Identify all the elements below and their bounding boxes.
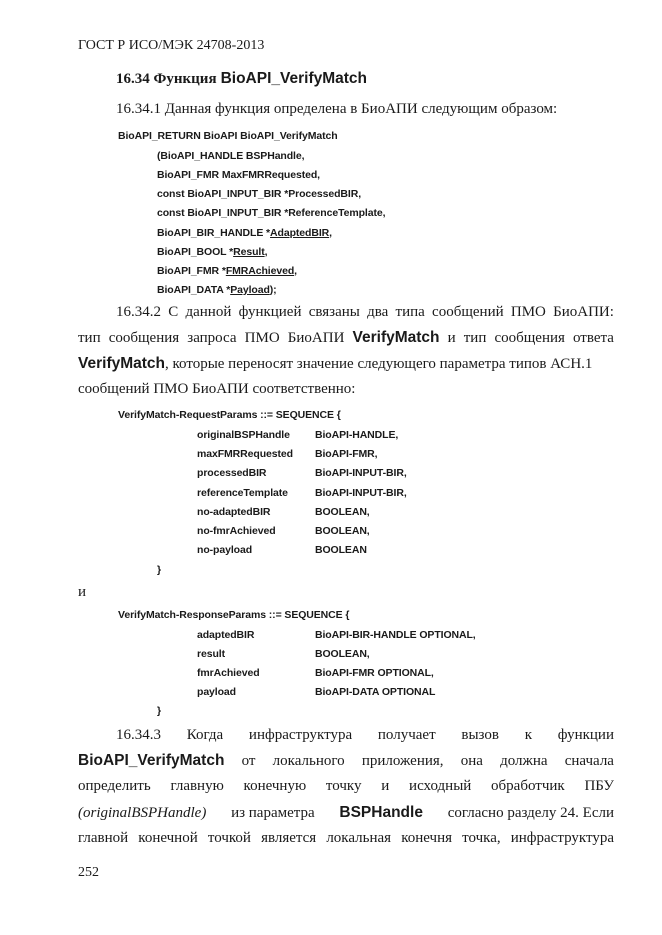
signature-line: BioAPI_BIR_HANDLE *AdaptedBIR, [157, 227, 332, 239]
field-name: no-fmrAchieved [197, 525, 276, 537]
page-number: 252 [78, 865, 99, 880]
paragraph-16-34-3-line3: определить главную конечную точку и исходный обработчик ПБУ [78, 778, 614, 794]
section-number-title: 16.34 Функция [116, 71, 217, 87]
field-name: maxFMRRequested [197, 448, 293, 460]
signature-line: BioAPI_FMR MaxFMRRequested, [157, 169, 320, 181]
signature-line: BioAPI_FMR *FMRAchieved, [157, 265, 297, 277]
field-name: processedBIR [197, 467, 267, 479]
field-name: referenceTemplate [197, 487, 288, 499]
signature-line: BioAPI_RETURN BioAPI BioAPI_VerifyMatch [118, 130, 338, 142]
field-type: BioAPI-INPUT-BIR, [315, 467, 407, 479]
field-name: no-payload [197, 544, 253, 556]
signature-line: BioAPI_DATA *Payload); [157, 284, 277, 296]
field-name: originalBSPHandle [197, 429, 290, 441]
field-name: no-adaptedBIR [197, 506, 271, 518]
signature-line: (BioAPI_HANDLE BSPHandle, [157, 150, 305, 162]
paragraph-16-34-1: 16.34.1 Данная функция определена в БиоАПИ следующим образом: [116, 101, 558, 117]
field-type: BOOLEAN, [315, 525, 370, 537]
paragraph-16-34-3-line1: 16.34.3 Когда инфраструктура получает вызов к функции [116, 727, 614, 743]
field-type: BioAPI-INPUT-BIR, [315, 487, 407, 499]
sequence-head: VerifyMatch-RequestParams ::= SEQUENCE { [118, 409, 341, 421]
field-type: BioAPI-FMR, [315, 448, 378, 460]
sequence-head: VerifyMatch-ResponseParams ::= SEQUENCE { [118, 609, 350, 621]
signature-line: BioAPI_BOOL *Result, [157, 246, 268, 258]
field-name: adaptedBIR [197, 629, 255, 641]
signature-line: const BioAPI_INPUT_BIR *ProcessedBIR, [157, 188, 362, 200]
field-type: BOOLEAN, [315, 648, 370, 660]
paragraph-16-34-2-line3: VerifyMatch, которые переносят значение следующего параметра типов АСН.1 [78, 355, 593, 372]
field-type: BioAPI-DATA OPTIONAL [315, 686, 436, 698]
running-header: ГОСТ Р ИСО/МЭК 24708-2013 [78, 38, 265, 53]
field-name: fmrAchieved [197, 667, 260, 679]
paragraph-16-34-3-line2: BioAPI_VerifyMatch от локального приложения, она должна сначала [78, 752, 614, 769]
field-name: payload [197, 686, 236, 698]
conjunction: и [78, 584, 87, 600]
field-type: BOOLEAN [315, 544, 367, 556]
paragraph-16-34-2-line2: тип сообщения запроса ПМО БиоАПИ VerifyMatch и тип сообщения ответа [78, 329, 614, 346]
paragraph-16-34-2-line1: 16.34.2 С данной функцией связаны два типа сообщений ПМО БиоАПИ: [116, 304, 614, 320]
field-type: BioAPI-HANDLE, [315, 429, 399, 441]
section-function-name: BioAPI_VerifyMatch [220, 70, 368, 87]
sequence-close: } [157, 564, 161, 576]
field-type: BOOLEAN, [315, 506, 370, 518]
paragraph-16-34-3-line4: (originalBSPHandle) из параметра BSPHandle согласно разделу 24. Если [78, 804, 614, 821]
field-type: BioAPI-FMR OPTIONAL, [315, 667, 434, 679]
section-heading [116, 70, 367, 88]
paragraph-16-34-2-line4: сообщений ПМО БиоАПИ соответственно: [78, 381, 356, 397]
sequence-close: } [157, 705, 161, 717]
paragraph-16-34-3-line5: главной конечной точкой является локальная конечня точка, инфраструктура [78, 830, 614, 846]
signature-line: const BioAPI_INPUT_BIR *ReferenceTemplate, [157, 207, 386, 219]
field-name: result [197, 648, 225, 660]
field-type: BioAPI-BIR-HANDLE OPTIONAL, [315, 629, 476, 641]
